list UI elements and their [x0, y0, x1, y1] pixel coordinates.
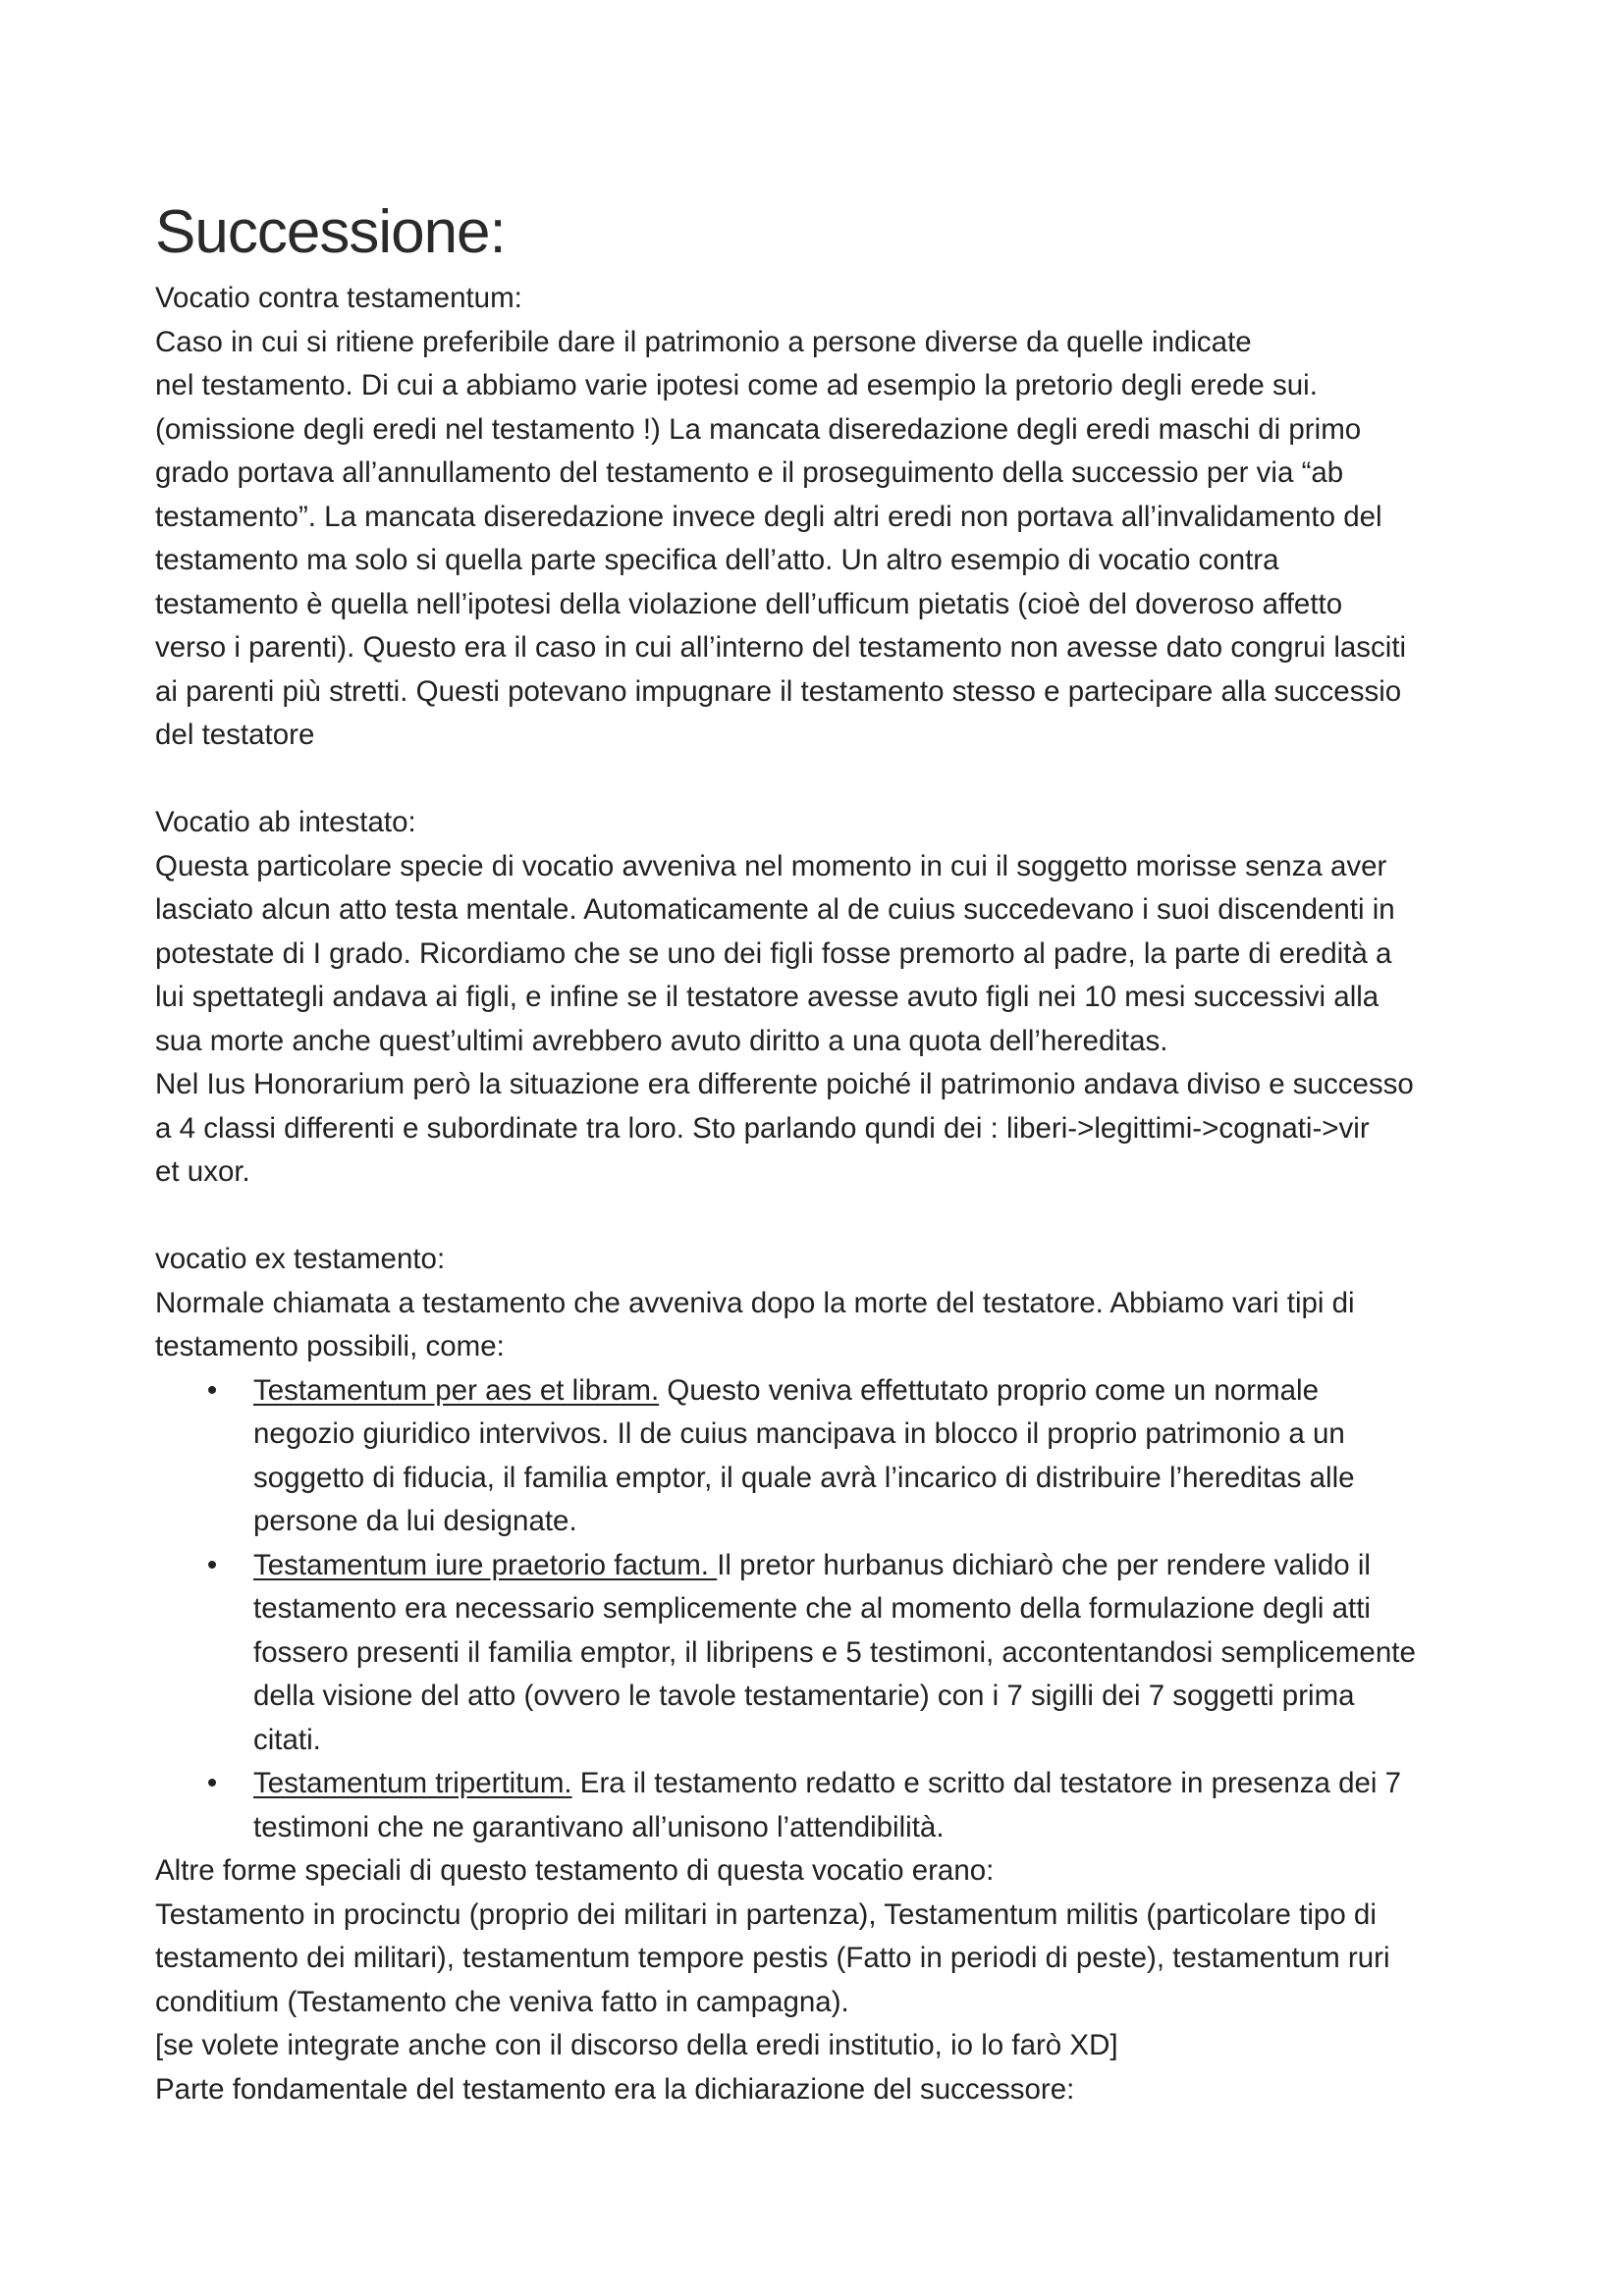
paragraph-gap: [155, 758, 1490, 802]
text-line: conditium (Testamento che veniva fatto in campagna).: [155, 1985, 849, 2018]
text-line: Altre forme speciali di questo testamento di questa vocatio erano:: [155, 1854, 995, 1887]
text-line: (omissione degli eredi nel testamento !) La mancata diseredazione degli eredi maschi di primo: [155, 412, 1362, 446]
text-line: testamento è quella nell’ipotesi della violazione dell’ufficum pietatis (cioè del doveroso affetto: [155, 587, 1343, 620]
section-vocatio-ex-testamento: [155, 1238, 1490, 2111]
text-line: Il pretor hurbanus dichiarò che per rendere valido il: [717, 1548, 1371, 1581]
text-line: et uxor.: [155, 1155, 250, 1188]
section-heading: Vocatio ab intestato:: [155, 806, 416, 838]
text-line: nel testamento. Di cui a abbiamo varie ipotesi come ad esempio la pretorio degli erede sui.: [155, 369, 1318, 401]
bullet-icon: •: [206, 1548, 218, 1581]
text-line: del testatore: [155, 719, 315, 751]
list-item-title: Testamentum per aes et libram.: [253, 1373, 660, 1407]
testament-types-list: [155, 1369, 1490, 1850]
text-line: Normale chiamata a testamento che avveniva dopo la morte del testatore. Abbiamo vari tipi di: [155, 1286, 1355, 1319]
text-line: verso i parenti). Questo era il caso in cui all’interno del testamento non avesse dato congrui lasciti: [155, 631, 1407, 664]
section-vocatio-ab-intestato: [155, 801, 1490, 1195]
document-page: [155, 192, 1490, 2111]
text-line: Testamento in procinctu (proprio dei militari in partenza), Testamentum militis (particolare tipo di: [155, 1897, 1377, 1931]
text-line: sua morte anche quest’ultimi avrebbero avuto diritto a una quota dell’hereditas.: [155, 1024, 1168, 1057]
text-line: citati.: [253, 1723, 321, 1756]
section-heading: Vocatio contra testamentum:: [155, 282, 522, 314]
list-item: [206, 1544, 1490, 1763]
text-line: a 4 classi differenti e subordinate tra loro. Sto parlando qundi dei : liberi->legittimi->cognati->vir: [155, 1111, 1370, 1145]
text-line: persone da lui designate.: [253, 1505, 577, 1537]
page-title: Successione:: [155, 198, 506, 266]
text-line: lasciato alcun atto testa mentale. Automaticamente al de cuius succedevano i suoi discendenti in: [155, 893, 1395, 926]
text-line: Questa particolare specie di vocatio avveniva nel momento in cui il soggetto morisse senza aver: [155, 849, 1387, 882]
text-line: Era il testamento redatto e scritto dal testatore in presenza dei 7: [571, 1767, 1402, 1799]
text-line: soggetto di fiducia, il familia emptor, il quale avrà l’incarico di distribuire l’hereditas alle: [253, 1461, 1355, 1494]
bullet-icon: •: [206, 1373, 218, 1407]
text-line: grado portava all’annullamento del testamento e il proseguimento della successio per via “ab: [155, 456, 1344, 489]
text-line: Questo veniva effettutato proprio come un normale: [659, 1373, 1319, 1407]
paragraph-gap: [155, 1195, 1490, 1239]
text-line: testamento”. La mancata diseredazione invece degli altri eredi non portava all’invalidamento del: [155, 500, 1382, 533]
text-line: Nel Ius Honorarium però la situazione era differente poiché il patrimonio andava diviso e successo: [155, 1068, 1414, 1100]
text-line: testimoni che ne garantivano all’unisono l’attendibilità.: [253, 1810, 945, 1843]
text-line: ai parenti più stretti. Questi potevano impugnare il testamento stesso e partecipare alla successio: [155, 674, 1402, 708]
text-line: potestate di I grado. Ricordiamo che se uno dei figli fosse premorto al padre, la parte di eredità a: [155, 936, 1392, 970]
text-line: [se volete integrate anche con il discorso della eredi institutio, io lo farò XD]: [155, 2029, 1118, 2061]
text-line: testamento possibili, come:: [155, 1330, 505, 1362]
bullet-icon: •: [206, 1767, 218, 1799]
text-line: della visione del atto (ovvero le tavole testamentarie) con i 7 sigilli dei 7 soggetti prima: [253, 1680, 1355, 1712]
list-item: [206, 1369, 1490, 1544]
text-line: negozio giuridico intervivos. Il de cuius mancipava in blocco il proprio patrimonio a un: [253, 1417, 1345, 1450]
list-item-title: Testamentum tripertitum.: [253, 1767, 572, 1799]
section-vocatio-contra-testamentum: [155, 277, 1490, 758]
text-line: Parte fondamentale del testamento era la dichiarazione del successore:: [155, 2072, 1075, 2106]
list-item-title: Testamentum iure praetorio factum.: [253, 1548, 718, 1581]
list-item: [206, 1762, 1490, 1849]
text-line: fossero presenti il familia emptor, il libripens e 5 testimoni, accontentandosi semplicemente: [253, 1635, 1416, 1669]
section-heading: vocatio ex testamento:: [155, 1243, 446, 1275]
text-line: Caso in cui si ritiene preferibile dare il patrimonio a persone diverse da quelle indicate: [155, 325, 1252, 358]
text-line: testamento dei militari), testamentum tempore pestis (Fatto in periodi di peste), testamentum ruri: [155, 1942, 1390, 1974]
text-line: testamento ma solo si quella parte specifica dell’atto. Un altro esempio di vocatio contra: [155, 544, 1279, 576]
text-line: testamento era necessario semplicemente che al momento della formulazione degli atti: [253, 1592, 1371, 1625]
text-line: lui spettategli andava ai figli, e infine se il testatore avesse avuto figli nei 10 mesi successivi alla: [155, 981, 1380, 1013]
